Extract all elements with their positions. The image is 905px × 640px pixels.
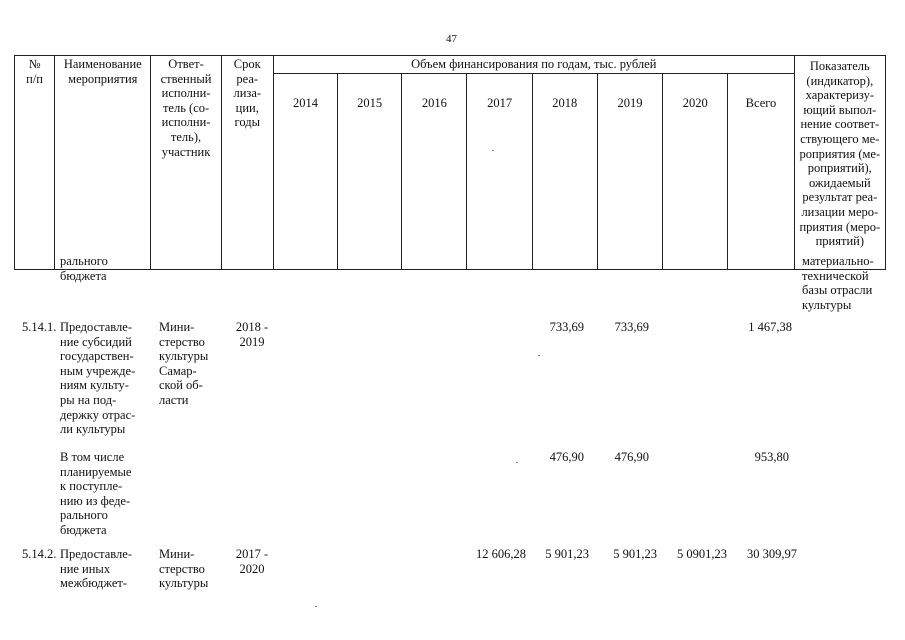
- header-year-2015: 2015: [338, 74, 402, 270]
- continuation-name: рального бюджета: [60, 254, 108, 283]
- row-value-total: 953,80: [754, 450, 789, 464]
- row-value-2017: 12 606,28: [476, 547, 526, 561]
- row-value-2018: 733,69: [549, 320, 584, 334]
- header-num: № п/п: [15, 56, 55, 270]
- row-value-2019: 5 901,23: [613, 547, 657, 561]
- row-number: 5.14.2.: [22, 547, 57, 561]
- row-name: В том числе планируемые к поступле- нию из феде- рального бюджета: [60, 450, 132, 537]
- header-term: Срок реа- лиза- ции, годы: [221, 56, 273, 270]
- row-value-2020: 5 0901,23: [677, 547, 727, 561]
- scan-speck: [315, 606, 317, 607]
- row-term: 2017 - 2020: [235, 547, 269, 576]
- continuation-indicator: материально- технической базы отрасли культуры: [802, 254, 874, 312]
- header-responsible: Ответ- ственный исполни- тель (со- исполни- тель), участник: [151, 56, 221, 270]
- header-year-2020: 2020: [663, 74, 728, 270]
- header-year-2016: 2016: [402, 74, 467, 270]
- scan-speck: [492, 150, 494, 151]
- row-name: Предоставле- ние субсидий государствен- ным учрежде- ниям культу- ры на под- держку отрас- ли культуры: [60, 320, 136, 437]
- header-year-2014: 2014: [273, 74, 337, 270]
- row-value-2019: 476,90: [614, 450, 649, 464]
- row-value-total: 30 309,97: [747, 547, 797, 561]
- header-indicator: Показатель (индикатор), характеризу- ющий выпол- нение соответ- ствующего ме- роприятия (ме- роприятий), ожидаемый результат реа- лизации меро- приятия (меро- приятий): [794, 56, 885, 270]
- row-value-2018: 5 901,23: [545, 547, 589, 561]
- row-value-2018: 476,90: [549, 450, 584, 464]
- header-total: Всего: [728, 74, 794, 270]
- header-year-2019: 2019: [597, 74, 662, 270]
- row-value-2019: 733,69: [614, 320, 649, 334]
- header-year-2017: 2017: [467, 74, 532, 270]
- row-responsible: Мини- стерство культуры Самар- ской об- ласти: [159, 320, 209, 407]
- row-term: 2018 - 2019: [235, 320, 269, 349]
- row-responsible: Мини- стерство культуры: [159, 547, 209, 591]
- scan-speck: [538, 355, 540, 356]
- row-value-total: 1 467,38: [748, 320, 792, 334]
- header-funding: Объем финансирования по годам, тыс. рублей: [273, 56, 794, 74]
- row-number: 5.14.1.: [22, 320, 57, 334]
- row-name: Предоставле- ние иных межбюджет-: [60, 547, 132, 591]
- header-year-2018: 2018: [532, 74, 597, 270]
- header-name: Наименование мероприятия: [55, 56, 151, 270]
- page-number: 47: [446, 33, 457, 45]
- scan-speck: [516, 462, 518, 463]
